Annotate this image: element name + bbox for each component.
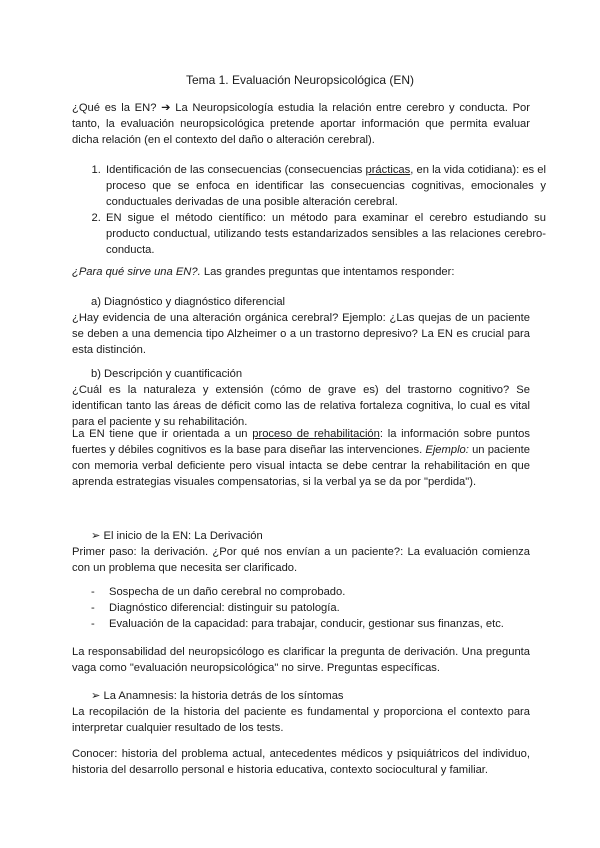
numbered-list (88, 162, 546, 258)
derivacion-text: Primer paso: la derivación. ¿Por qué nos envían a un paciente?: La evaluación comienza con un problema que necesita ser clarificado. (72, 546, 530, 574)
list-item: - Diagnóstico diferencial: distinguir su patología. (91, 600, 531, 616)
section-b-text: ¿Cuál es la naturaleza y extensión (cómo de grave es) del trastorno cognitivo? Se identifican tanto las áreas de déficit como las de relativa fortaleza cognitiva, lo cual es vital para el paciente y su rehabilitación. (72, 384, 530, 428)
anamnesis-text: La recopilación de la historia del paciente es fundamental y proporciona el contexto para interpretar cualquier resultado de los tests. (72, 706, 530, 734)
purpose-question: ¿Para qué sirve una EN?. (72, 266, 201, 278)
section-b-label: b) Descripción y cuantificación (91, 368, 243, 380)
purpose-paragraph (72, 264, 530, 280)
conocer-paragraph: Conocer: historia del problema actual, antecedentes médicos y psiquiátricos del individuo, historia del desarrollo personal e historia educativa, contexto sociocultural y familiar. (72, 748, 530, 776)
intro-question: ¿Qué es la EN? ➔ (72, 102, 176, 114)
page-title: Tema 1. Evaluación Neuropsicológica (EN) (185, 73, 415, 87)
derivacion-heading: ➢ El inicio de la EN: La Derivación (91, 530, 263, 542)
list-item: - Sospecha de un daño cerebral no comprobado. (91, 584, 531, 600)
rehab-paragraph: La EN tiene que ir orientada a un proceso de rehabilitación: la información sobre puntos fuertes y débiles cognitivos es la base para diseñar las intervenciones. Ejemplo: un paciente con memoria verbal deficiente pero visual intacta se debe centrar la rehabilitación en que aprenda estrategias visuales compensatorias, si la verbal ya se da por "perdida"). (72, 428, 530, 488)
section-a-text: ¿Hay evidencia de una alteración orgánica cerebral? Ejemplo: ¿Las quejas de un paciente se deben a una demencia tipo Alzheimer o a un trastorno depresivo? La EN es crucial para esta distinción. (72, 312, 530, 356)
rehab-underlined: proceso de rehabilitación (252, 428, 380, 440)
derivacion-list (91, 584, 531, 632)
rehab-example-label: Ejemplo: (425, 444, 469, 456)
purpose-text: Las grandes preguntas que intentamos responder: (200, 266, 455, 278)
section-a-label: a) Diagnóstico y diagnóstico diferencial (91, 296, 286, 308)
numbered-item: 1. Identificación de las consecuencias (consecuencias prácticas, en la vida cotidiana): es el proceso que se enfoca en identificar las consecuencias cognitivas, emocionales y conductuales derivadas de una posible alteración cerebral. (104, 162, 546, 210)
list-item: - Evaluación de la capacidad: para trabajar, conducir, gestionar sus finanzas, etc. (91, 616, 531, 632)
responsibility-paragraph: La responsabilidad del neuropsicólogo es clarificar la pregunta de derivación. Una pregunta vaga como "evaluación neuropsicológica" no sirve. Preguntas específicas. (72, 646, 530, 674)
numbered-item: 2. EN sigue el método científico: un método para examinar el cerebro estudiando su producto conductual, utilizando tests estandarizados sensibles a las relaciones cerebro-conducta. (104, 210, 546, 258)
anamnesis-heading: ➢ La Anamnesis: la historia detrás de los síntomas (91, 690, 344, 702)
intro-paragraph (72, 100, 530, 148)
intro-text: La Neuropsicología estudia la relación entre cerebro y conducta. Por tanto, la evaluación neuropsicológica pretende aportar información que permita evaluar dicha relación (en el contexto del daño o alteración cerebral). (72, 102, 530, 146)
